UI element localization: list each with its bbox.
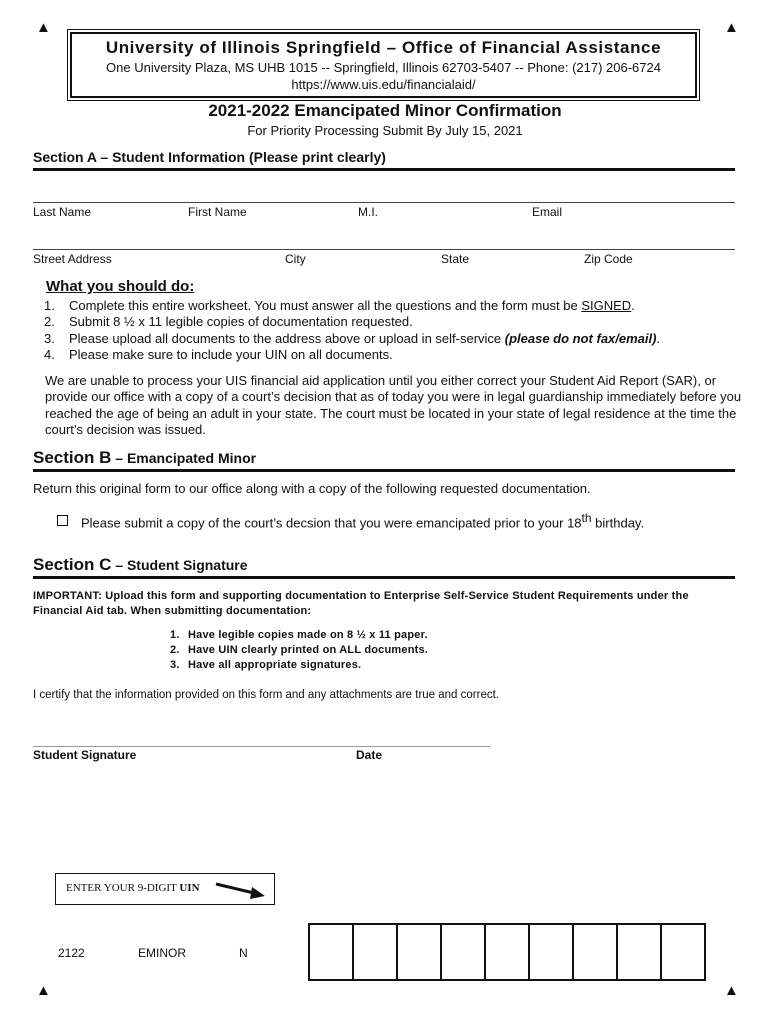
corner-mark-bottom-left: ▲ — [36, 982, 51, 999]
uin-digit-box[interactable] — [442, 925, 486, 979]
list-item: 3. Please upload all documents to the address above or upload in self-service (please do not fax/email). — [44, 330, 661, 346]
return-instructions: Return this original form to our office along with a copy of the following requested documentation. — [33, 481, 591, 496]
zip-code-label: Zip Code — [584, 252, 633, 266]
state-label: State — [441, 252, 470, 266]
requirements-list — [170, 628, 428, 673]
uin-digit-box[interactable] — [662, 925, 704, 979]
list-item: 1. Have legible copies made on 8 ½ x 11 paper. — [170, 629, 428, 641]
uin-digit-box[interactable] — [354, 925, 398, 979]
corner-mark-top-left: ▲ — [36, 19, 51, 36]
name-row-line[interactable] — [33, 202, 735, 203]
section-c-heading: Section C – Student Signature — [33, 555, 248, 574]
section-c-rule — [33, 576, 735, 579]
email-label: Email — [532, 205, 563, 219]
court-decision-row — [57, 511, 644, 530]
court-decision-checkbox[interactable] — [57, 515, 68, 526]
header-title: University of Illinois Springfield – Office of Financial Assistance — [105, 38, 662, 57]
form-code-name: EMINOR — [138, 946, 186, 960]
section-a-rule — [33, 168, 735, 171]
uin-prompt-text: ENTER YOUR 9-DIGIT UIN — [66, 882, 200, 894]
signature-line[interactable] — [33, 746, 490, 747]
header-address: One University Plaza, MS UHB 1015 -- Springfield, Illinois 62703-5407 -- Phone: (217) 206-6724 — [106, 60, 661, 75]
middle-initial-label: M.I. — [358, 205, 378, 219]
form-code-flag: N — [239, 946, 248, 960]
section-a-heading: Section A – Student Information (Please print clearly) — [33, 149, 386, 165]
city-label: City — [285, 252, 306, 266]
instructions-paragraph: We are unable to process your UIS financial aid application until you either correct your Student Aid Report (SAR), or provide our office with a copy of a court’s decision that as of today you were in legal guardianship immediately before you reached the age of being an adult in your state. The court must be located in your state of legal residence at the time the court’s decision was issued. — [45, 373, 742, 437]
uin-digit-box[interactable] — [530, 925, 574, 979]
list-item: 3. Have all appropriate signatures. — [170, 659, 362, 671]
certification-statement: I certify that the information provided on this form and any attachments are true and correct. — [33, 689, 499, 701]
instructions-list — [44, 298, 660, 363]
street-address-label: Street Address — [33, 252, 112, 266]
header-box — [70, 32, 697, 98]
last-name-label: Last Name — [33, 205, 92, 219]
form-title: 2021-2022 Emancipated Minor Confirmation — [208, 101, 562, 120]
date-label: Date — [356, 748, 383, 762]
uin-digit-box[interactable] — [310, 925, 354, 979]
priority-deadline: For Priority Processing Submit By July 15, 2021 — [247, 123, 523, 138]
corner-mark-top-right: ▲ — [724, 19, 739, 36]
uin-digit-box[interactable] — [574, 925, 618, 979]
student-signature-label: Student Signature — [33, 748, 137, 762]
list-item: 1. Complete this entire worksheet. You must answer all the questions and the form must be SIGNED. — [44, 298, 635, 313]
section-b-heading: Section B – Emancipated Minor — [33, 448, 257, 467]
instructions-heading: What you should do: — [46, 278, 195, 295]
list-item: 2. Submit 8 ½ x 11 legible copies of documentation requested. — [44, 314, 413, 330]
first-name-label: First Name — [188, 205, 247, 219]
corner-mark-bottom-right: ▲ — [724, 982, 739, 999]
arrow-right-icon — [214, 880, 266, 900]
section-b-rule — [33, 469, 735, 472]
list-item: 2. Have UIN clearly printed on ALL documents. — [170, 644, 429, 656]
uin-prompt-box — [55, 873, 275, 905]
uin-digit-box[interactable] — [486, 925, 530, 979]
uin-digit-box[interactable] — [618, 925, 662, 979]
uin-digit-box[interactable] — [398, 925, 442, 979]
court-decision-label: Please submit a copy of the court’s decsion that you were emancipated prior to your 18th birthday. — [81, 511, 645, 531]
form-code-year: 2122 — [58, 946, 85, 960]
uin-entry-boxes — [308, 923, 706, 981]
list-item: 4. Please make sure to include your UIN on all documents. — [44, 346, 393, 362]
header-url[interactable]: https://www.uis.edu/financialaid/ — [291, 77, 476, 92]
address-row-line[interactable] — [33, 249, 735, 250]
important-note: IMPORTANT: Upload this form and supporting documentation to Enterprise Self-Service Student Requirements under the Financial Aid tab. When submitting documentation: — [33, 590, 689, 617]
